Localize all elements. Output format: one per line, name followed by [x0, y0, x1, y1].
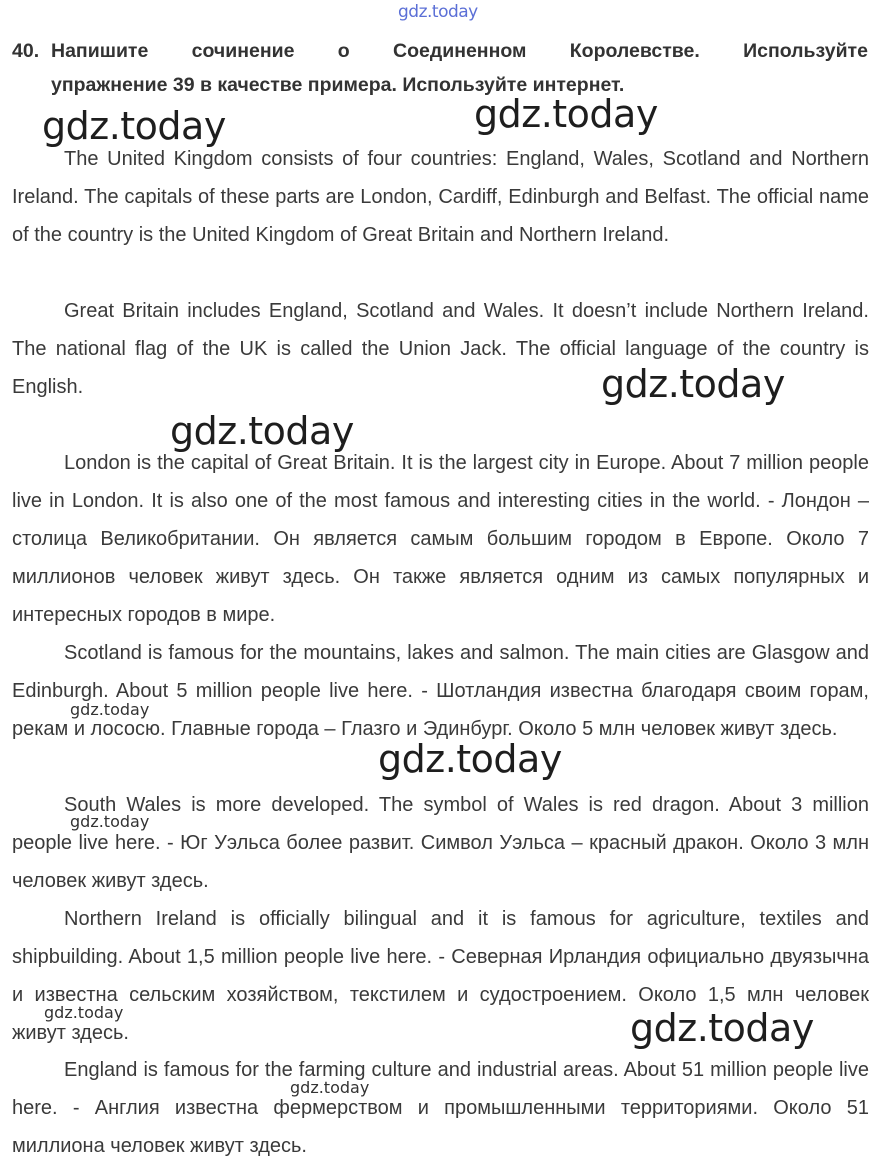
- paragraph-text: Northern Ireland is officially bilingual and it is famous for agriculture, textiles and shipbuilding. About 1,5 million people live here. - Северная Ирландия официально двуязычна и известна сельским хозяйством, текстилем и судостроением. Около 1,5 млн человек живут здесь.: [12, 908, 869, 1044]
- task-heading-line1: [12, 34, 868, 68]
- paragraph: [12, 292, 869, 406]
- paragraph: [12, 786, 869, 900]
- top-watermark: gdz.today: [398, 2, 478, 22]
- paragraph: [12, 140, 869, 254]
- watermark: gdz.today: [290, 1078, 370, 1097]
- task-word: о: [337, 40, 350, 62]
- paragraph-text: The United Kingdom consists of four countries: England, Wales, Scotland and Northern Ireland. The capitals of these parts are London, Cardiff, Edinburgh and Belfast. The official name of the country is the United Kingdom of Great Britain and Northern Ireland.: [12, 148, 869, 246]
- watermark: gdz.today: [70, 700, 150, 719]
- paragraph-text: London is the capital of Great Britain. It is the largest city in Europe. About 7 million people live in London. It is also one of the most famous and interesting cities in the world. - Лондон – столица Великобритании. Он является самым большим городом в Европе. Около 7 миллионов человек живут здесь. Он также является одним из самых популярных и интересных городов в мире.: [12, 452, 869, 626]
- paragraph: [12, 1051, 869, 1165]
- paragraph: [12, 900, 869, 1052]
- paragraph-text: South Wales is more developed. The symbol of Wales is red dragon. About 3 million people live here. - Юг Уэльса более развит. Символ Уэльса – красный дракон. Около 3 млн человек живут здесь.: [12, 794, 869, 892]
- task-word: Используйте: [743, 40, 868, 62]
- paragraph-text: Great Britain includes England, Scotland and Wales. It doesn’t include Northern Ireland. The national flag of the UK is called the Union Jack. The official language of the country is English.: [12, 300, 869, 398]
- task-word: Королевстве.: [569, 40, 700, 62]
- task-heading-line2: упражнение 39 в качестве примера. Используйте интернет.: [51, 74, 625, 96]
- watermark: gdz.today: [44, 1003, 124, 1022]
- watermark: gdz.today: [170, 409, 354, 453]
- watermark: gdz.today: [630, 1006, 814, 1050]
- paragraph: [12, 444, 869, 634]
- watermark: gdz.today: [601, 362, 785, 406]
- task-word: Напишите: [51, 40, 149, 62]
- paragraph-text: England is famous for the farming culture and industrial areas. About 51 million people live here. - Англия известна фермерством и промышленными территориями. Около 51 миллиона человек живут здесь.: [12, 1059, 869, 1157]
- watermark: gdz.today: [474, 92, 658, 136]
- paragraph-text: Scotland is famous for the mountains, lakes and salmon. The main cities are Glasgow and Edinburgh. About 5 million people live here. - Шотландия известна благодаря своим горам, рекам и лососю. Главные города – Глазго и Эдинбург. Около 5 млн человек живут здесь.: [12, 642, 869, 740]
- paragraph: [12, 634, 869, 748]
- watermark: gdz.today: [70, 812, 150, 831]
- watermark: gdz.today: [42, 104, 226, 148]
- task-number: 40.: [12, 40, 40, 62]
- task-word: Соединенном: [392, 40, 527, 62]
- watermark: gdz.today: [378, 737, 562, 781]
- task-heading: [12, 34, 868, 102]
- task-word: сочинение: [191, 40, 295, 62]
